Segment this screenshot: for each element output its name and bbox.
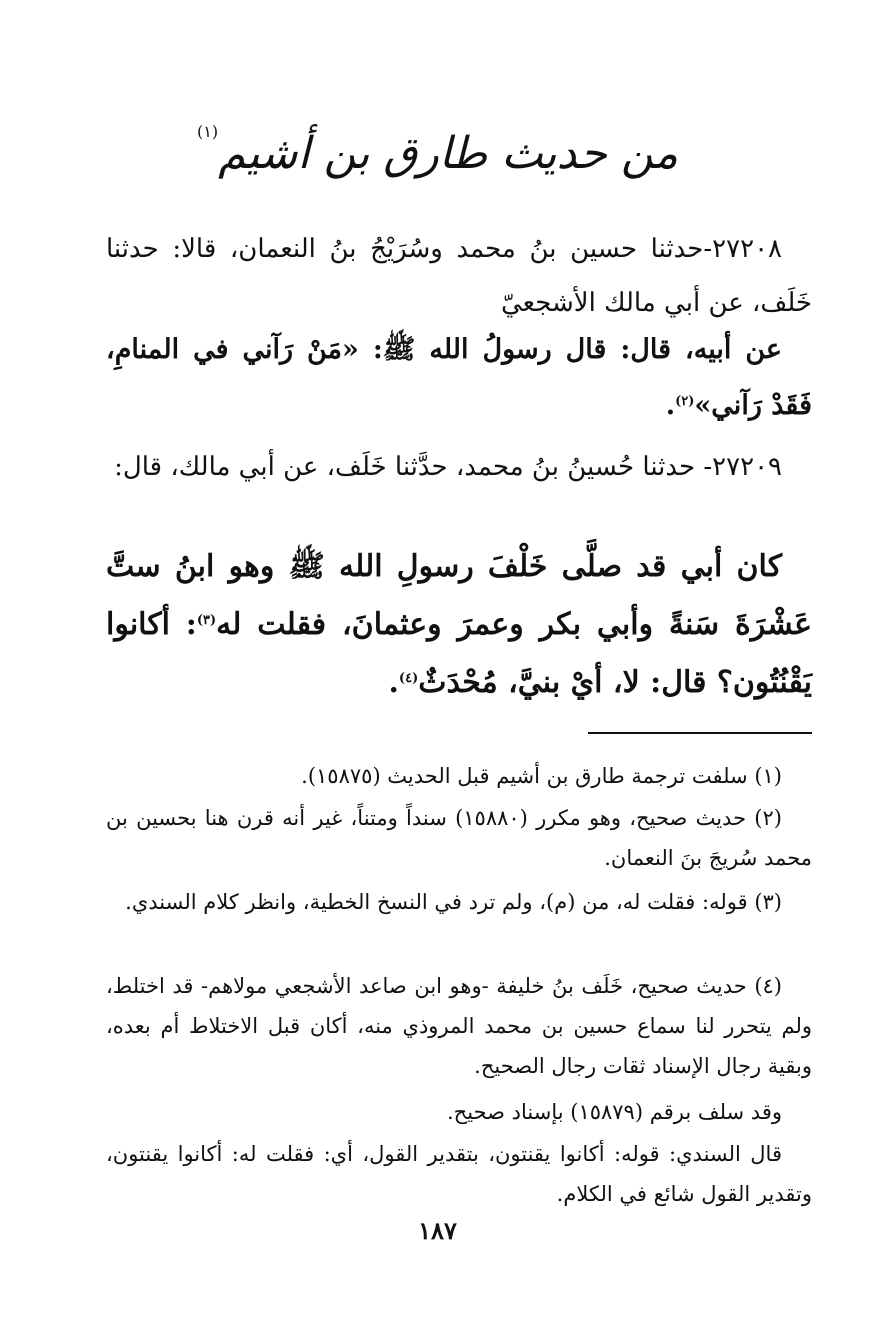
footnote-separator (588, 732, 812, 734)
footnote-ref-3: (٣) (196, 613, 217, 628)
hadith-27209-isnad: ٢٧٢٠٩- حدثنا حُسينُ بنُ محمد، حدَّثنا خَلَف، عن أبي مالك، قال: (114, 452, 782, 482)
footnote-2: (٢) حديث صحيح، وهو مكرر (١٥٨٨٠) سنداً ومتناً، غير أنه قرن هنا بحسين بن محمد سُريجَ بنَ النعمان. (106, 806, 812, 870)
section-title-text: من حديث طارق بن أشيم (218, 128, 679, 179)
footnote-ref-2: (٢) (675, 394, 695, 409)
title-footnote-ref: (١) (196, 122, 219, 141)
footnote-1: (١) سلفت ترجمة طارق بن أشيم قبل الحديث (١٥٨٧٥). (301, 764, 782, 788)
footnote-4-continued: وقد سلف برقم (١٥٨٧٩) بإسناد صحيح. (447, 1100, 782, 1124)
hadith-27208-isnad: ٢٧٢٠٨-حدثنا حسين بنُ محمد وسُرَيْجُ بنُ النعمان، قالا: حدثنا خَلَف، عن أبي مالك الأشجعيّ (106, 234, 812, 318)
hadith-27209-matn: كان أبي قد صلَّى خَلْفَ رسولِ الله ﷺ وهو ابنُ ستَّ عَشْرَةَ سَنةً وأبي بكر وعمرَ وعثمانَ، فقلت له$^{(٣)}$: أكانوا يَقْنُتُون؟ قال: لا، أيْ بنيَّ، مُحْدَثٌ$^{(٤)}$. (106, 549, 812, 700)
section-title (0, 122, 875, 179)
page-number: ١٨٧ (418, 1216, 457, 1245)
footnote-ref-4: (٤) (398, 671, 419, 686)
footnote-4: (٤) حديث صحيح، خَلَف بنُ خليفة -وهو ابن صاعد الأشجعي مولاهم- قد اختلط، ولم يتحرر لنا سماع حسين بن محمد المروذي منه، أكان قبل الاختلاط أم بعده، وبقية رجال الإسناد ثقات رجال الصحيح. (106, 974, 812, 1078)
footnote-3: (٣) قوله: فقلت له، من (م)، ولم ترد في النسخ الخطية، وانظر كلام السندي. (125, 890, 782, 914)
footnote-4-sindi: قال السندي: قوله: أكانوا يقنتون، بتقدير القول، أي: فقلت له: أكانوا يقنتون، وتقدير القول شائع في الكلام. (106, 1142, 812, 1206)
hadith-27208-matn: عن أبيه، قال: قال رسولُ الله ﷺ: «مَنْ رَآني في المنامِ، فَقَدْ رَآني»$^{(٢)}$. (106, 334, 812, 421)
